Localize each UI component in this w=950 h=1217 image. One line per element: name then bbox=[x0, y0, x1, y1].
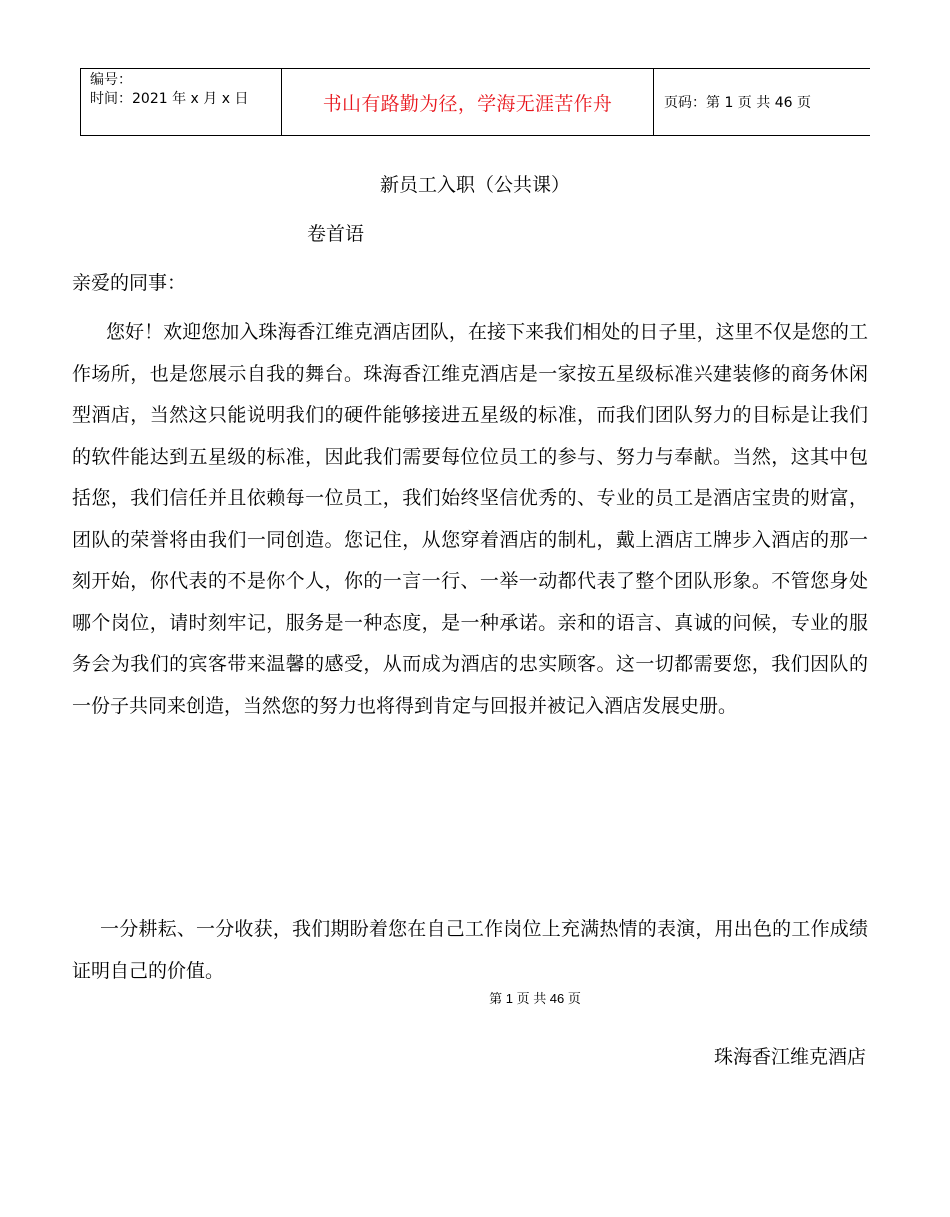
document-time-label: 时间：2021 年 x 月 x 日 bbox=[90, 91, 249, 107]
signature-hotel-name: 珠海香江维克酒店 bbox=[713, 1046, 866, 1068]
header-motto-cell bbox=[282, 69, 654, 135]
greeting-line: 亲爱的同事： bbox=[72, 272, 187, 294]
document-title: 新员工入职（公共课） bbox=[379, 174, 570, 196]
document-number-label: 编号： bbox=[90, 72, 132, 88]
preface-heading: 卷首语 bbox=[307, 223, 365, 245]
body-paragraph-2: 一分耕耘、一分收获，我们期盼着您在自己工作岗位上充满热情的表演，用出色的工作成绩证明自己的价值。 bbox=[72, 918, 868, 982]
page-number-footer: 第 1 页 共 46 页 bbox=[489, 991, 581, 1006]
header-meta-cell bbox=[80, 69, 282, 135]
body-paragraph-1: 您好！欢迎您加入珠海香江维克酒店团队，在接下来我们相处的日子里，这里不仅是您的工作场所，也是您展示自我的舞台。珠海香江维克酒店是一家按五星级标准兴建装修的商务休闲型酒店，当然这只能说明我们的硬件能够接进五星级的标准，而我们团队努力的目标是让我们的软件能达到五星级的标准，因此我们需要每位位员工的参与、努力与奉献。当然，这其中包括您，我们信任并且依赖每一位员工，我们始终坚信优秀的、专业的员工是酒店宝贵的财富，团队的荣誉将由我们一同创造。您记住，从您穿着酒店的制札，戴上酒店工牌步入酒店的那一刻开始，你代表的不是你个人，你的一言一行、一举一动都代表了整个团队形象。不管您身处哪个岗位，请时刻牢记，服务是一种态度，是一种承诺。亲和的语言、真诚的问候，专业的服务会为我们的宾客带来温馨的感受，从而成为酒店的忠实顾客。这一切都需要您，我们因队的一份子共同来创造，当然您的努力也将得到肯定与回报并被记入酒店发展史册。 bbox=[72, 321, 868, 717]
motto-text: 书山有路勤为径，学海无涯苦作舟 bbox=[322, 92, 613, 115]
page-code-text: 页码：第 1 页 共 46 页 bbox=[664, 95, 811, 111]
document-header bbox=[80, 68, 870, 136]
header-page-cell bbox=[654, 69, 870, 135]
